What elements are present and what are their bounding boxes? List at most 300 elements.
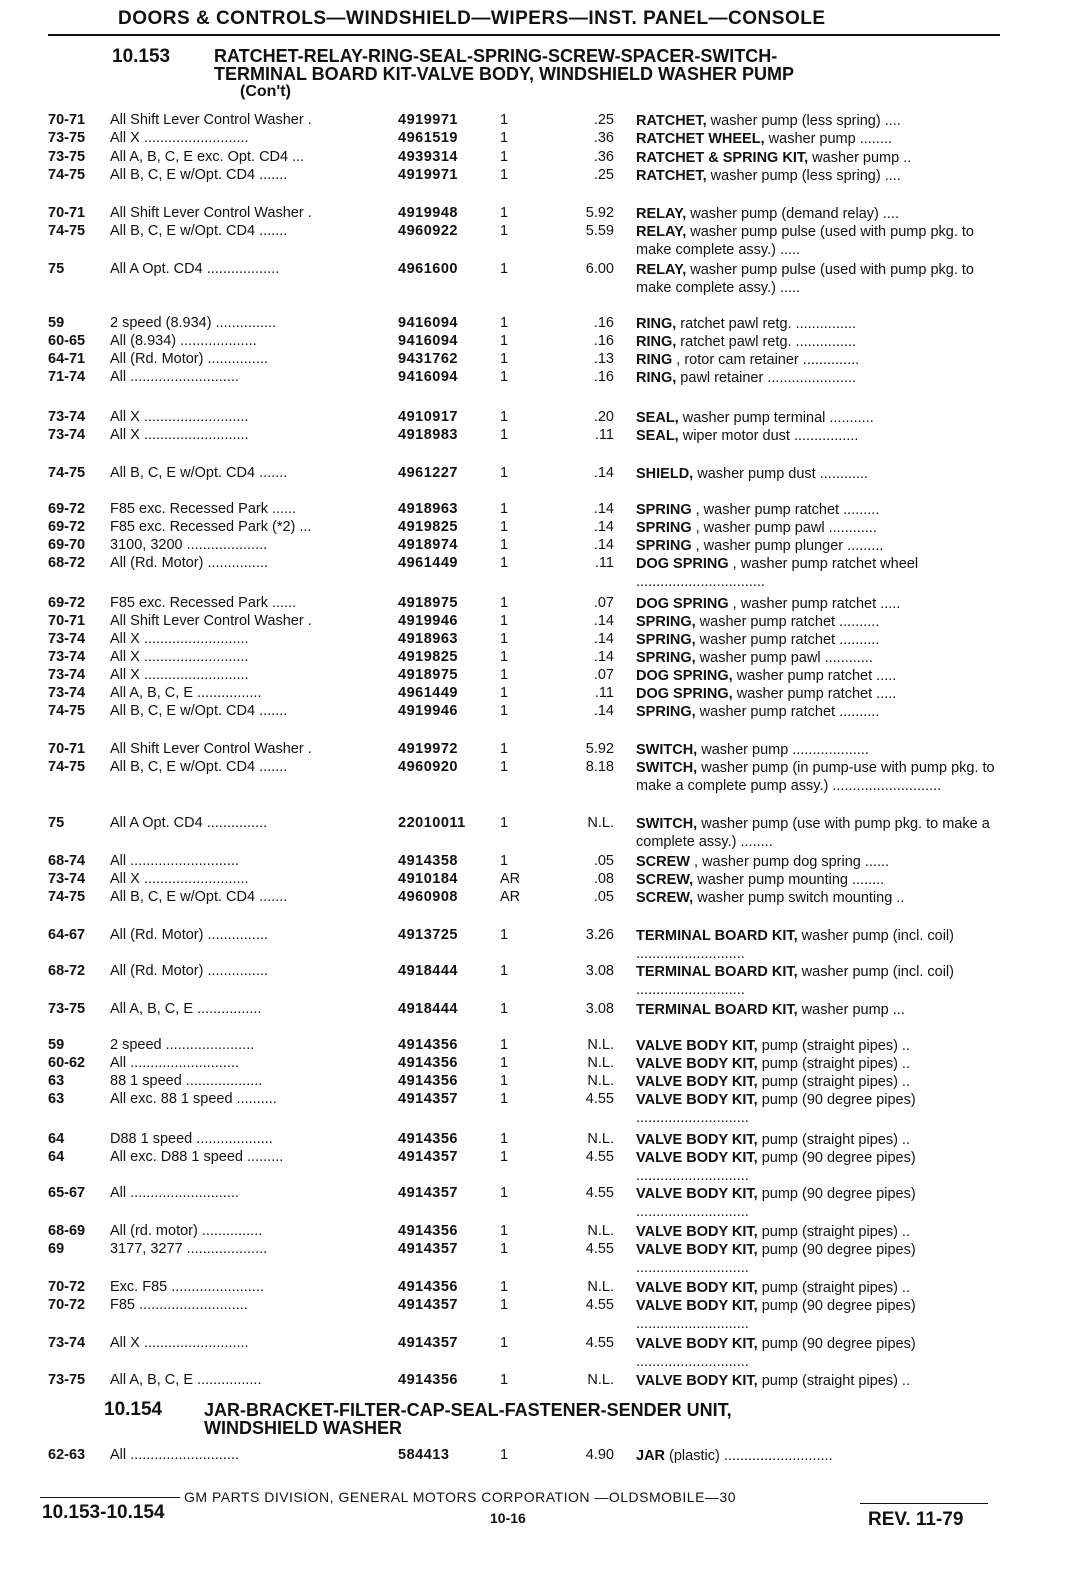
row-description: [636, 613, 996, 631]
row-description-text: washer pump (demand relay) ....: [686, 206, 899, 222]
row-part-name: SPRING: [636, 520, 692, 536]
row-part-number: 22010011: [398, 815, 466, 831]
row-description-text: , rotor cam retainer ..............: [672, 352, 860, 368]
section-title-line: JAR-BRACKET-FILTER-CAP-SEAL-FASTENER-SENDER UNIT,: [204, 1400, 732, 1420]
row-years: 63: [48, 1073, 65, 1089]
row-part-number: 4919825: [398, 519, 458, 535]
row-description: [636, 223, 996, 259]
row-years: 65-67: [48, 1185, 86, 1201]
row-quantity: 1: [500, 427, 509, 443]
row-price: 4.55: [585, 1185, 614, 1201]
row-description: [636, 167, 996, 185]
row-part-number: 4914357: [398, 1241, 458, 1257]
row-description: [636, 1372, 996, 1390]
section-number: 10.154: [104, 1399, 163, 1420]
row-part-name: VALVE BODY KIT,: [636, 1150, 758, 1166]
row-part-number: 4914356: [398, 1223, 458, 1239]
row-quantity: 1: [500, 741, 509, 757]
row-price: N.L.: [587, 815, 614, 831]
row-price: .14: [593, 703, 614, 719]
row-price: 4.55: [585, 1297, 614, 1313]
row-part-name: SWITCH,: [636, 742, 698, 758]
row-model: All ...........................: [110, 853, 239, 869]
row-description-text: washer pump ...: [797, 1002, 905, 1018]
row-part-name: DOG SPRING,: [636, 686, 733, 702]
row-years: 70-72: [48, 1297, 86, 1313]
row-description-text: pump (90 degree pipes) ............................: [636, 1186, 916, 1220]
row-price: 3.08: [585, 1001, 614, 1017]
row-part-number: 4919825: [398, 649, 458, 665]
row-price: .07: [593, 595, 614, 611]
row-years: 71-74: [48, 369, 86, 385]
row-price: .36: [593, 130, 614, 146]
row-description-text: washer pump ratchet .....: [732, 668, 897, 684]
row-model: All Shift Lever Control Washer .: [110, 112, 312, 128]
row-description: [636, 927, 996, 963]
row-price: .11: [594, 427, 614, 443]
row-years: 70-71: [48, 613, 86, 629]
row-price: .16: [593, 315, 614, 331]
row-model: All X ..........................: [110, 667, 249, 683]
row-part-name: RELAY,: [636, 206, 687, 222]
row-price: 8.18: [585, 759, 614, 775]
row-years: 73-75: [48, 149, 86, 165]
row-years: 74-75: [48, 889, 86, 905]
row-model: All A Opt. CD4 ..................: [110, 261, 280, 277]
row-part-name: VALVE BODY KIT,: [636, 1298, 758, 1314]
row-quantity: 1: [500, 465, 509, 481]
row-price: N.L.: [587, 1131, 614, 1147]
row-part-name: SPRING,: [636, 632, 696, 648]
row-quantity: 1: [500, 167, 509, 183]
row-description: [636, 1037, 996, 1055]
section-title-line: TERMINAL BOARD KIT-VALVE BODY, WINDSHIELD WASHER PUMP: [214, 64, 795, 84]
row-years: 73-75: [48, 1372, 86, 1388]
row-model: All (rd. motor) ...............: [110, 1223, 263, 1239]
row-part-number: 4910184: [398, 871, 458, 887]
row-model: F85 exc. Recessed Park (*2) ...: [110, 519, 312, 535]
row-price: .20: [593, 409, 614, 425]
row-price: 5.92: [585, 205, 614, 221]
row-price: .13: [593, 351, 614, 367]
row-quantity: 1: [500, 667, 509, 683]
row-years: 70-71: [48, 741, 86, 757]
row-part-name: SPRING,: [636, 650, 696, 666]
row-quantity: 1: [500, 1055, 509, 1071]
row-years: 73-74: [48, 871, 86, 887]
row-price: 5.92: [585, 741, 614, 757]
row-quantity: 1: [500, 1149, 509, 1165]
row-model: F85 exc. Recessed Park ......: [110, 501, 297, 517]
row-years: 68-74: [48, 853, 86, 869]
row-model: All X ..........................: [110, 871, 249, 887]
row-part-number: 4960922: [398, 223, 458, 239]
row-model: All exc. D88 1 speed .........: [110, 1149, 284, 1165]
row-part-name: DOG SPRING,: [636, 668, 733, 684]
row-price: .14: [593, 613, 614, 629]
row-years: 73-75: [48, 1001, 86, 1017]
row-model: Exc. F85 .......................: [110, 1279, 264, 1295]
row-price: .05: [593, 889, 614, 905]
row-part-number: 4914356: [398, 1055, 458, 1071]
row-description: [636, 741, 996, 759]
row-part-number: 4910917: [398, 409, 458, 425]
row-price: 3.08: [585, 963, 614, 979]
row-years: 74-75: [48, 759, 86, 775]
row-quantity: 1: [500, 1241, 509, 1257]
row-description-text: washer pump pulse (used with pump pkg. to make complete assy.) .....: [636, 224, 974, 258]
row-part-number: 4914357: [398, 1335, 458, 1351]
row-quantity: 1: [500, 1131, 509, 1147]
row-model: All A, B, C, E exc. Opt. CD4 ...: [110, 149, 305, 165]
row-years: 69: [48, 1241, 65, 1257]
row-price: .08: [593, 871, 614, 887]
row-quantity: 1: [500, 333, 509, 349]
row-description-text: washer pump ratchet ..........: [695, 632, 880, 648]
row-years: 74-75: [48, 703, 86, 719]
row-part-name: VALVE BODY KIT,: [636, 1092, 758, 1108]
row-quantity: 1: [500, 537, 509, 553]
row-model: All X ..........................: [110, 427, 249, 443]
row-price: .14: [593, 501, 614, 517]
row-years: 62-63: [48, 1447, 86, 1463]
row-quantity: 1: [500, 1223, 509, 1239]
row-description-text: ratchet pawl retg. ...............: [676, 316, 856, 332]
row-model: All A, B, C, E ................: [110, 1372, 262, 1388]
row-description: [636, 519, 996, 537]
row-description-text: pump (straight pipes) ..: [757, 1280, 910, 1296]
row-description-text: washer pump switch mounting ..: [693, 890, 905, 906]
row-part-name: SPRING,: [636, 614, 696, 630]
row-price: N.L.: [587, 1279, 614, 1295]
row-price: .07: [593, 667, 614, 683]
row-model: 3100, 3200 ....................: [110, 537, 268, 553]
row-part-number: 4914357: [398, 1185, 458, 1201]
row-model: All B, C, E w/Opt. CD4 .......: [110, 223, 288, 239]
row-price: 4.55: [585, 1149, 614, 1165]
row-part-number: 4914356: [398, 1279, 458, 1295]
row-price: .14: [593, 537, 614, 553]
row-description: [636, 871, 996, 889]
row-model: All B, C, E w/Opt. CD4 .......: [110, 889, 288, 905]
row-model: All A Opt. CD4 ...............: [110, 815, 268, 831]
row-description: [636, 333, 996, 351]
row-description: [636, 703, 996, 721]
row-part-number: 4918444: [398, 1001, 458, 1017]
row-description-text: pump (90 degree pipes) ............................: [636, 1150, 916, 1184]
row-description-text: washer pump ..: [808, 150, 912, 166]
row-part-number: 4913725: [398, 927, 458, 943]
row-part-number: 4914357: [398, 1297, 458, 1313]
row-part-number: 4914356: [398, 1073, 458, 1089]
row-description-text: , washer pump plunger .........: [691, 538, 884, 554]
row-part-name: RATCHET,: [636, 168, 707, 184]
row-description: [636, 889, 996, 907]
row-part-number: 4919971: [398, 167, 458, 183]
row-description: [636, 963, 996, 999]
row-years: 73-74: [48, 685, 86, 701]
row-description: [636, 1001, 996, 1019]
row-part-name: TERMINAL BOARD KIT,: [636, 1002, 798, 1018]
row-part-name: RELAY,: [636, 262, 687, 278]
row-description-text: washer pump (use with pump pkg. to make a complete assy.) ........: [636, 816, 990, 850]
row-price: N.L.: [587, 1372, 614, 1388]
row-part-name: VALVE BODY KIT,: [636, 1373, 758, 1389]
row-description: [636, 112, 996, 130]
row-description: [636, 667, 996, 685]
row-part-name: VALVE BODY KIT,: [636, 1038, 758, 1054]
row-part-number: 9416094: [398, 333, 458, 349]
row-description: [636, 1055, 996, 1073]
row-description: [636, 1447, 996, 1465]
row-model: All B, C, E w/Opt. CD4 .......: [110, 167, 288, 183]
row-model: All exc. 88 1 speed ..........: [110, 1091, 277, 1107]
row-quantity: 1: [500, 759, 509, 775]
row-quantity: 1: [500, 351, 509, 367]
row-quantity: 1: [500, 613, 509, 629]
row-description: [636, 261, 996, 297]
row-years: 73-74: [48, 631, 86, 647]
row-part-name: TERMINAL BOARD KIT,: [636, 928, 798, 944]
row-price: 3.26: [585, 927, 614, 943]
row-description-text: washer pump ...................: [697, 742, 869, 758]
row-model: All B, C, E w/Opt. CD4 .......: [110, 465, 288, 481]
row-part-name: SPRING,: [636, 704, 696, 720]
row-part-name: SWITCH,: [636, 760, 698, 776]
row-quantity: 1: [500, 815, 509, 831]
row-price: N.L.: [587, 1037, 614, 1053]
row-years: 74-75: [48, 223, 86, 239]
row-part-name: SWITCH,: [636, 816, 698, 832]
row-description: [636, 815, 996, 851]
row-years: 74-75: [48, 465, 86, 481]
row-part-number: 4961600: [398, 261, 458, 277]
row-years: 75: [48, 261, 65, 277]
row-quantity: 1: [500, 112, 509, 128]
row-part-number: 584413: [398, 1447, 450, 1463]
row-description: [636, 1073, 996, 1091]
row-part-number: 4960908: [398, 889, 458, 905]
row-years: 74-75: [48, 167, 86, 183]
row-part-number: 4914357: [398, 1091, 458, 1107]
row-quantity: 1: [500, 631, 509, 647]
row-price: N.L.: [587, 1055, 614, 1071]
row-part-name: SCREW: [636, 854, 690, 870]
row-quantity: 1: [500, 555, 509, 571]
row-description-text: washer pump ratchet ..........: [695, 614, 880, 630]
row-quantity: 1: [500, 1091, 509, 1107]
row-quantity: 1: [500, 927, 509, 943]
row-price: 5.59: [585, 223, 614, 239]
section-title-line: (Con't): [240, 83, 291, 100]
row-model: All B, C, E w/Opt. CD4 .......: [110, 759, 288, 775]
row-part-name: DOG SPRING: [636, 596, 729, 612]
row-description: [636, 465, 996, 483]
row-description-text: washer pump (incl. coil) ...........................: [636, 964, 954, 998]
row-description-text: washer pump ratchet .....: [732, 686, 897, 702]
row-quantity: 1: [500, 261, 509, 277]
row-description-text: washer pump (less spring) ....: [706, 168, 901, 184]
row-years: 70-71: [48, 112, 86, 128]
row-years: 59: [48, 1037, 65, 1053]
row-price: .25: [593, 112, 614, 128]
row-price: .14: [593, 465, 614, 481]
row-description-text: pump (90 degree pipes) ............................: [636, 1242, 916, 1276]
row-description: [636, 205, 996, 223]
footer-page-number: 10-16: [490, 1510, 526, 1526]
row-model: All ...........................: [110, 369, 239, 385]
row-quantity: 1: [500, 1335, 509, 1351]
row-years: 70-72: [48, 1279, 86, 1295]
row-part-number: 4919972: [398, 741, 458, 757]
row-part-number: 4961449: [398, 555, 458, 571]
row-description-text: , washer pump ratchet .........: [691, 502, 880, 518]
row-quantity: AR: [500, 871, 521, 887]
footer-revision: REV. 11-79: [868, 1509, 964, 1530]
row-years: 75: [48, 815, 65, 831]
row-quantity: 1: [500, 205, 509, 221]
row-price: .14: [593, 631, 614, 647]
row-years: 63: [48, 1091, 65, 1107]
row-description: [636, 555, 996, 591]
row-price: 4.55: [585, 1091, 614, 1107]
row-model: All ...........................: [110, 1447, 239, 1463]
row-price: 6.00: [585, 261, 614, 277]
row-model: All ...........................: [110, 1185, 239, 1201]
row-quantity: 1: [500, 685, 509, 701]
row-years: 73-74: [48, 427, 86, 443]
row-years: 64-71: [48, 351, 86, 367]
row-model: All (Rd. Motor) ...............: [110, 351, 268, 367]
row-description-text: pump (straight pipes) ..: [757, 1224, 910, 1240]
row-quantity: 1: [500, 1185, 509, 1201]
row-description: [636, 759, 996, 795]
row-part-name: RING: [636, 352, 673, 368]
row-quantity: 1: [500, 223, 509, 239]
row-part-name: JAR: [636, 1448, 666, 1464]
row-description-text: washer pump terminal ...........: [678, 410, 874, 426]
row-description: [636, 427, 996, 445]
row-description: [636, 649, 996, 667]
row-description-text: pump (90 degree pipes) ............................: [636, 1336, 916, 1370]
row-part-name: SEAL,: [636, 428, 679, 444]
row-quantity: 1: [500, 519, 509, 535]
row-years: 64-67: [48, 927, 86, 943]
row-quantity: 1: [500, 1447, 509, 1463]
row-model: All X ..........................: [110, 631, 249, 647]
row-years: 73-74: [48, 1335, 86, 1351]
row-part-name: VALVE BODY KIT,: [636, 1186, 758, 1202]
row-quantity: 1: [500, 315, 509, 331]
row-part-name: SPRING: [636, 538, 692, 554]
row-quantity: 1: [500, 595, 509, 611]
row-description-text: washer pump ........: [764, 131, 892, 147]
section-number: 10.153: [112, 46, 171, 67]
row-part-number: 4914356: [398, 1372, 458, 1388]
row-model: All (Rd. Motor) ...............: [110, 963, 268, 979]
row-years: 69-72: [48, 519, 86, 535]
row-description: [636, 315, 996, 333]
footer-section-range: 10.153-10.154: [42, 1502, 165, 1523]
row-years: 73-75: [48, 130, 86, 146]
row-description: [636, 149, 996, 167]
row-description: [636, 409, 996, 427]
row-price: .14: [593, 649, 614, 665]
row-description: [636, 1241, 996, 1277]
row-model: 2 speed (8.934) ...............: [110, 315, 277, 331]
row-part-name: RELAY,: [636, 224, 687, 240]
header-rule: [48, 34, 1000, 36]
row-part-name: VALVE BODY KIT,: [636, 1242, 758, 1258]
row-description-text: , washer pump pawl ............: [691, 520, 877, 536]
row-part-number: 4918444: [398, 963, 458, 979]
row-quantity: 1: [500, 1297, 509, 1313]
row-quantity: 1: [500, 1372, 509, 1388]
row-description: [636, 1279, 996, 1297]
row-part-number: 4918963: [398, 501, 458, 517]
row-description: [636, 1297, 996, 1333]
row-model: All (Rd. Motor) ...............: [110, 555, 268, 571]
row-years: 60-65: [48, 333, 86, 349]
row-part-number: 4961519: [398, 130, 458, 146]
row-description-text: pump (90 degree pipes) ............................: [636, 1298, 916, 1332]
row-years: 68-69: [48, 1223, 86, 1239]
row-description-text: , washer pump dog spring ......: [689, 854, 890, 870]
row-price: .14: [593, 519, 614, 535]
row-description: [636, 853, 996, 871]
row-description-text: pump (straight pipes) ..: [757, 1038, 910, 1054]
row-model: All B, C, E w/Opt. CD4 .......: [110, 703, 288, 719]
row-years: 73-74: [48, 649, 86, 665]
row-quantity: 1: [500, 1279, 509, 1295]
row-description-text: washer pump pawl ............: [695, 650, 873, 666]
row-description-text: washer pump mounting ........: [693, 872, 885, 888]
row-model: All A, B, C, E ................: [110, 685, 262, 701]
row-model: All Shift Lever Control Washer .: [110, 741, 312, 757]
row-quantity: 1: [500, 149, 509, 165]
row-description: [636, 685, 996, 703]
row-quantity: 1: [500, 1001, 509, 1017]
section-title-line: WINDSHIELD WASHER: [204, 1418, 402, 1438]
row-quantity: 1: [500, 1037, 509, 1053]
row-part-number: 4919948: [398, 205, 458, 221]
row-price: 4.55: [585, 1241, 614, 1257]
row-model: All (8.934) ...................: [110, 333, 257, 349]
row-part-name: VALVE BODY KIT,: [636, 1056, 758, 1072]
row-price: 4.90: [585, 1447, 614, 1463]
row-part-number: 4914356: [398, 1037, 458, 1053]
row-description: [636, 595, 996, 613]
section-title-line: RATCHET-RELAY-RING-SEAL-SPRING-SCREW-SPACER-SWITCH-: [214, 46, 778, 66]
row-description-text: wiper motor dust ................: [678, 428, 859, 444]
row-years: 59: [48, 315, 65, 331]
row-description-text: pump (straight pipes) ..: [757, 1056, 910, 1072]
row-price: .16: [593, 333, 614, 349]
row-quantity: 1: [500, 130, 509, 146]
row-model: All X ..........................: [110, 1335, 249, 1351]
row-years: 69-70: [48, 537, 86, 553]
row-quantity: AR: [500, 889, 521, 905]
row-part-name: VALVE BODY KIT,: [636, 1280, 758, 1296]
row-part-name: VALVE BODY KIT,: [636, 1336, 758, 1352]
row-part-name: RING,: [636, 316, 677, 332]
row-quantity: 1: [500, 853, 509, 869]
row-part-number: 4919971: [398, 112, 458, 128]
row-years: 70-71: [48, 205, 86, 221]
row-part-number: 4939314: [398, 149, 458, 165]
row-model: All ...........................: [110, 1055, 239, 1071]
row-quantity: 1: [500, 703, 509, 719]
